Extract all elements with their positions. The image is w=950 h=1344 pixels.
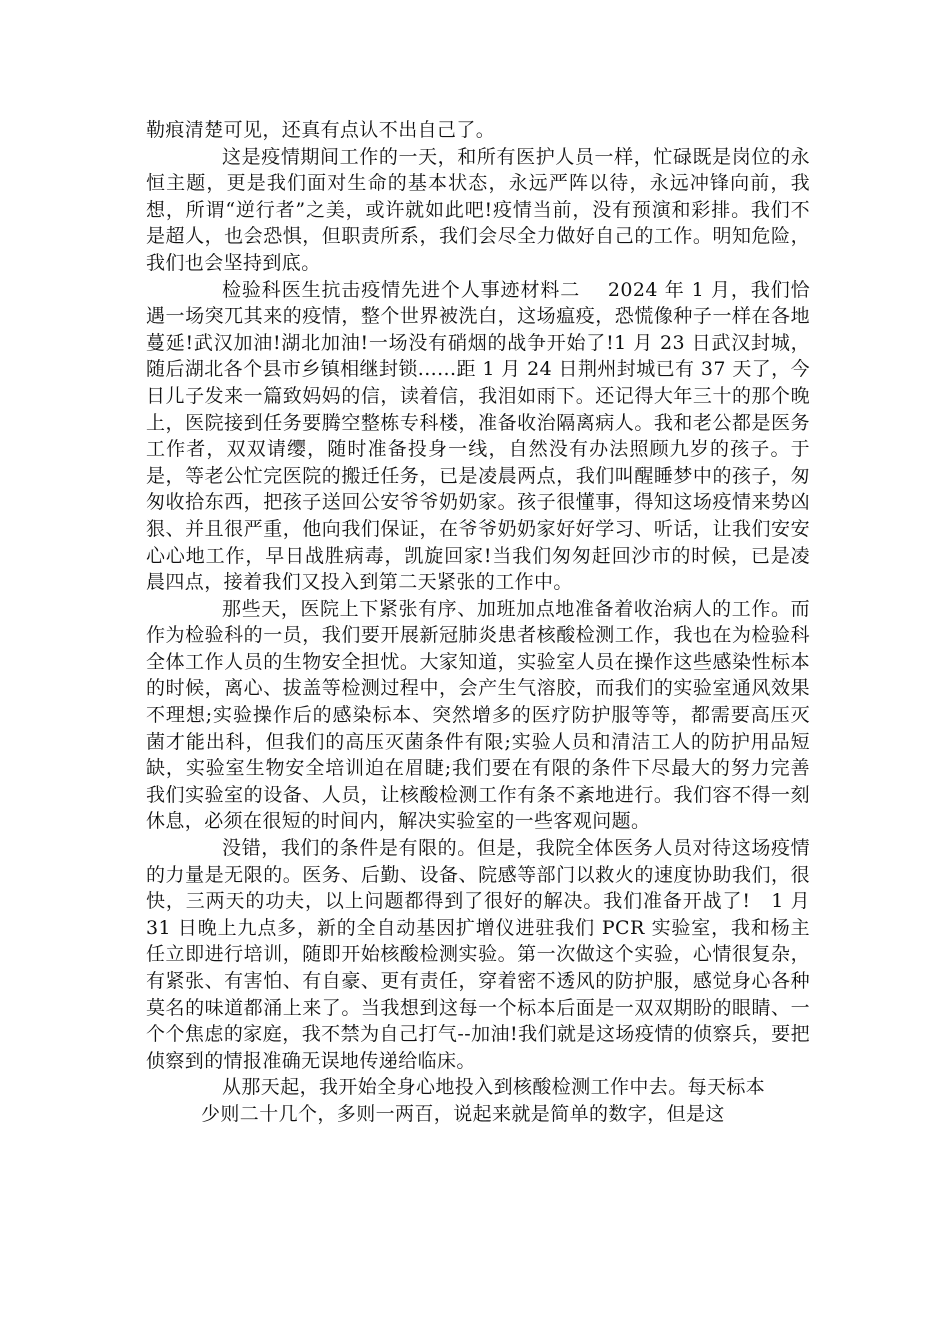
paragraph-continuation: 勒痕清楚可见，还真有点认不出自己了。	[146, 119, 496, 141]
paragraph-those-days: 那些天，医院上下紧张有序、加班加点地准备着收治病人的工作。而作为检验科的一员，我们要开展新冠肺炎患者核酸检测工作，我也在为检验科全体工作人员的生物安全担忧。大家知道，实验室人员在操作这些感染性标本的时候，离心、拔盖等检测过程中，会产生气溶胶，而我们的实验室通风效果不理想;实验操作后的感染标本、突然增多的医疗防护服等等，都需要高压灭菌才能出科，但我们的高压灭菌条件有限;实验人员和清洁工人的防护用品短缺，实验室生物安全培训迫在眉睫;我们要在有限的条件下尽最大的努力完善我们实验室的设备、人员，让核酸检测工作有条不紊地进行。我们容不得一刻休息，必须在很短的时间内，解决实验室的一些客观问题。	[146, 597, 810, 833]
paragraph-samples-count: 少则二十几个，多则一两百，说起来就是简单的数字，但是这	[201, 1102, 725, 1125]
paragraph-from-that-day: 从那天起，我开始全身心地投入到核酸检测工作中去。每天标本	[222, 1076, 766, 1099]
paragraph-limited-conditions: 没错，我们的条件是有限的。但是，我院全体医务人员对待这场疫情的力量是无限的。医务、后勤、设备、院感等部门以救火的速度协助我们，很快，三两天的功夫，以上问题都得到了很好的解决。我们准备开战了! 1 月 31 日晚上九点多，新的全自动基因扩增仪进驻我们 PCR 实验室，我和杨主任立即进行培训，随即开始核酸检测实验。第一次做这个实验，心情很复杂，有紧张、有害怕、有自豪、更有责任，穿着密不透风的防护服，感觉身心各种莫名的味道都涌上来了。当我想到这每一个标本后面是一双双期盼的眼睛、一个个焦虑的家庭，我不禁为自己打气--加油!我们就是这场疫情的侦察兵，要把侦察到的情报准确无误地传递给临床。	[146, 837, 817, 1072]
paragraph-material-two: 检验科医生抗击疫情先进个人事迹材料二 2024 年 1 月，我们恰遇一场突兀其来的疫情，整个世界被洗白，这场瘟疫，恐慌像种子一样在各地蔓延!武汉加油!湖北加油!一场没有硝烟的战争开始了!1 月 23 日武汉封城，随后湖北各个县市乡镇相继封锁......距 1 月 24 日荆州封城已有 37 天了，今日儿子发来一篇致妈妈的信，读着信，我泪如雨下。还记得大年三十的那个晚上，医院接到任务要腾空整栋专科楼，准备收治隔离病人。我和老公都是医务工作者，双双请缨，随时准备投身一线，自然没有办法照顾九岁的孩子。于是，等老公忙完医院的搬迁任务，已是凌晨两点，我们叫醒睡梦中的孩子，匆匆收拾东西，把孩子送回公安爷爷奶奶家。孩子很懂事，得知这场疫情来势凶狠、并且很严重，他向我们保证，在爷爷奶奶家好好学习、听话，让我们安安心心地工作，早日战胜病毒，凯旋回家!当我们匆匆赶回沙市的时候，已是凌晨四点，接着我们又投入到第二天紧张的工作中。	[146, 278, 810, 594]
paragraph-frontline-day: 这是疫情期间工作的一天，和所有医护人员一样，忙碌既是岗位的永恒主题，更是我们面对生命的基本状态，永远严阵以待，永远冲锋向前，我想，所谓“逆行者”之美，或许就如此吧!疫情当前，没有预演和彩排。我们不是超人，也会恐惧，但职责所系，我们会尽全力做好自己的工作。明知危险，我们也会坚持到底。	[146, 145, 810, 274]
document-body	[146, 117, 817, 1128]
